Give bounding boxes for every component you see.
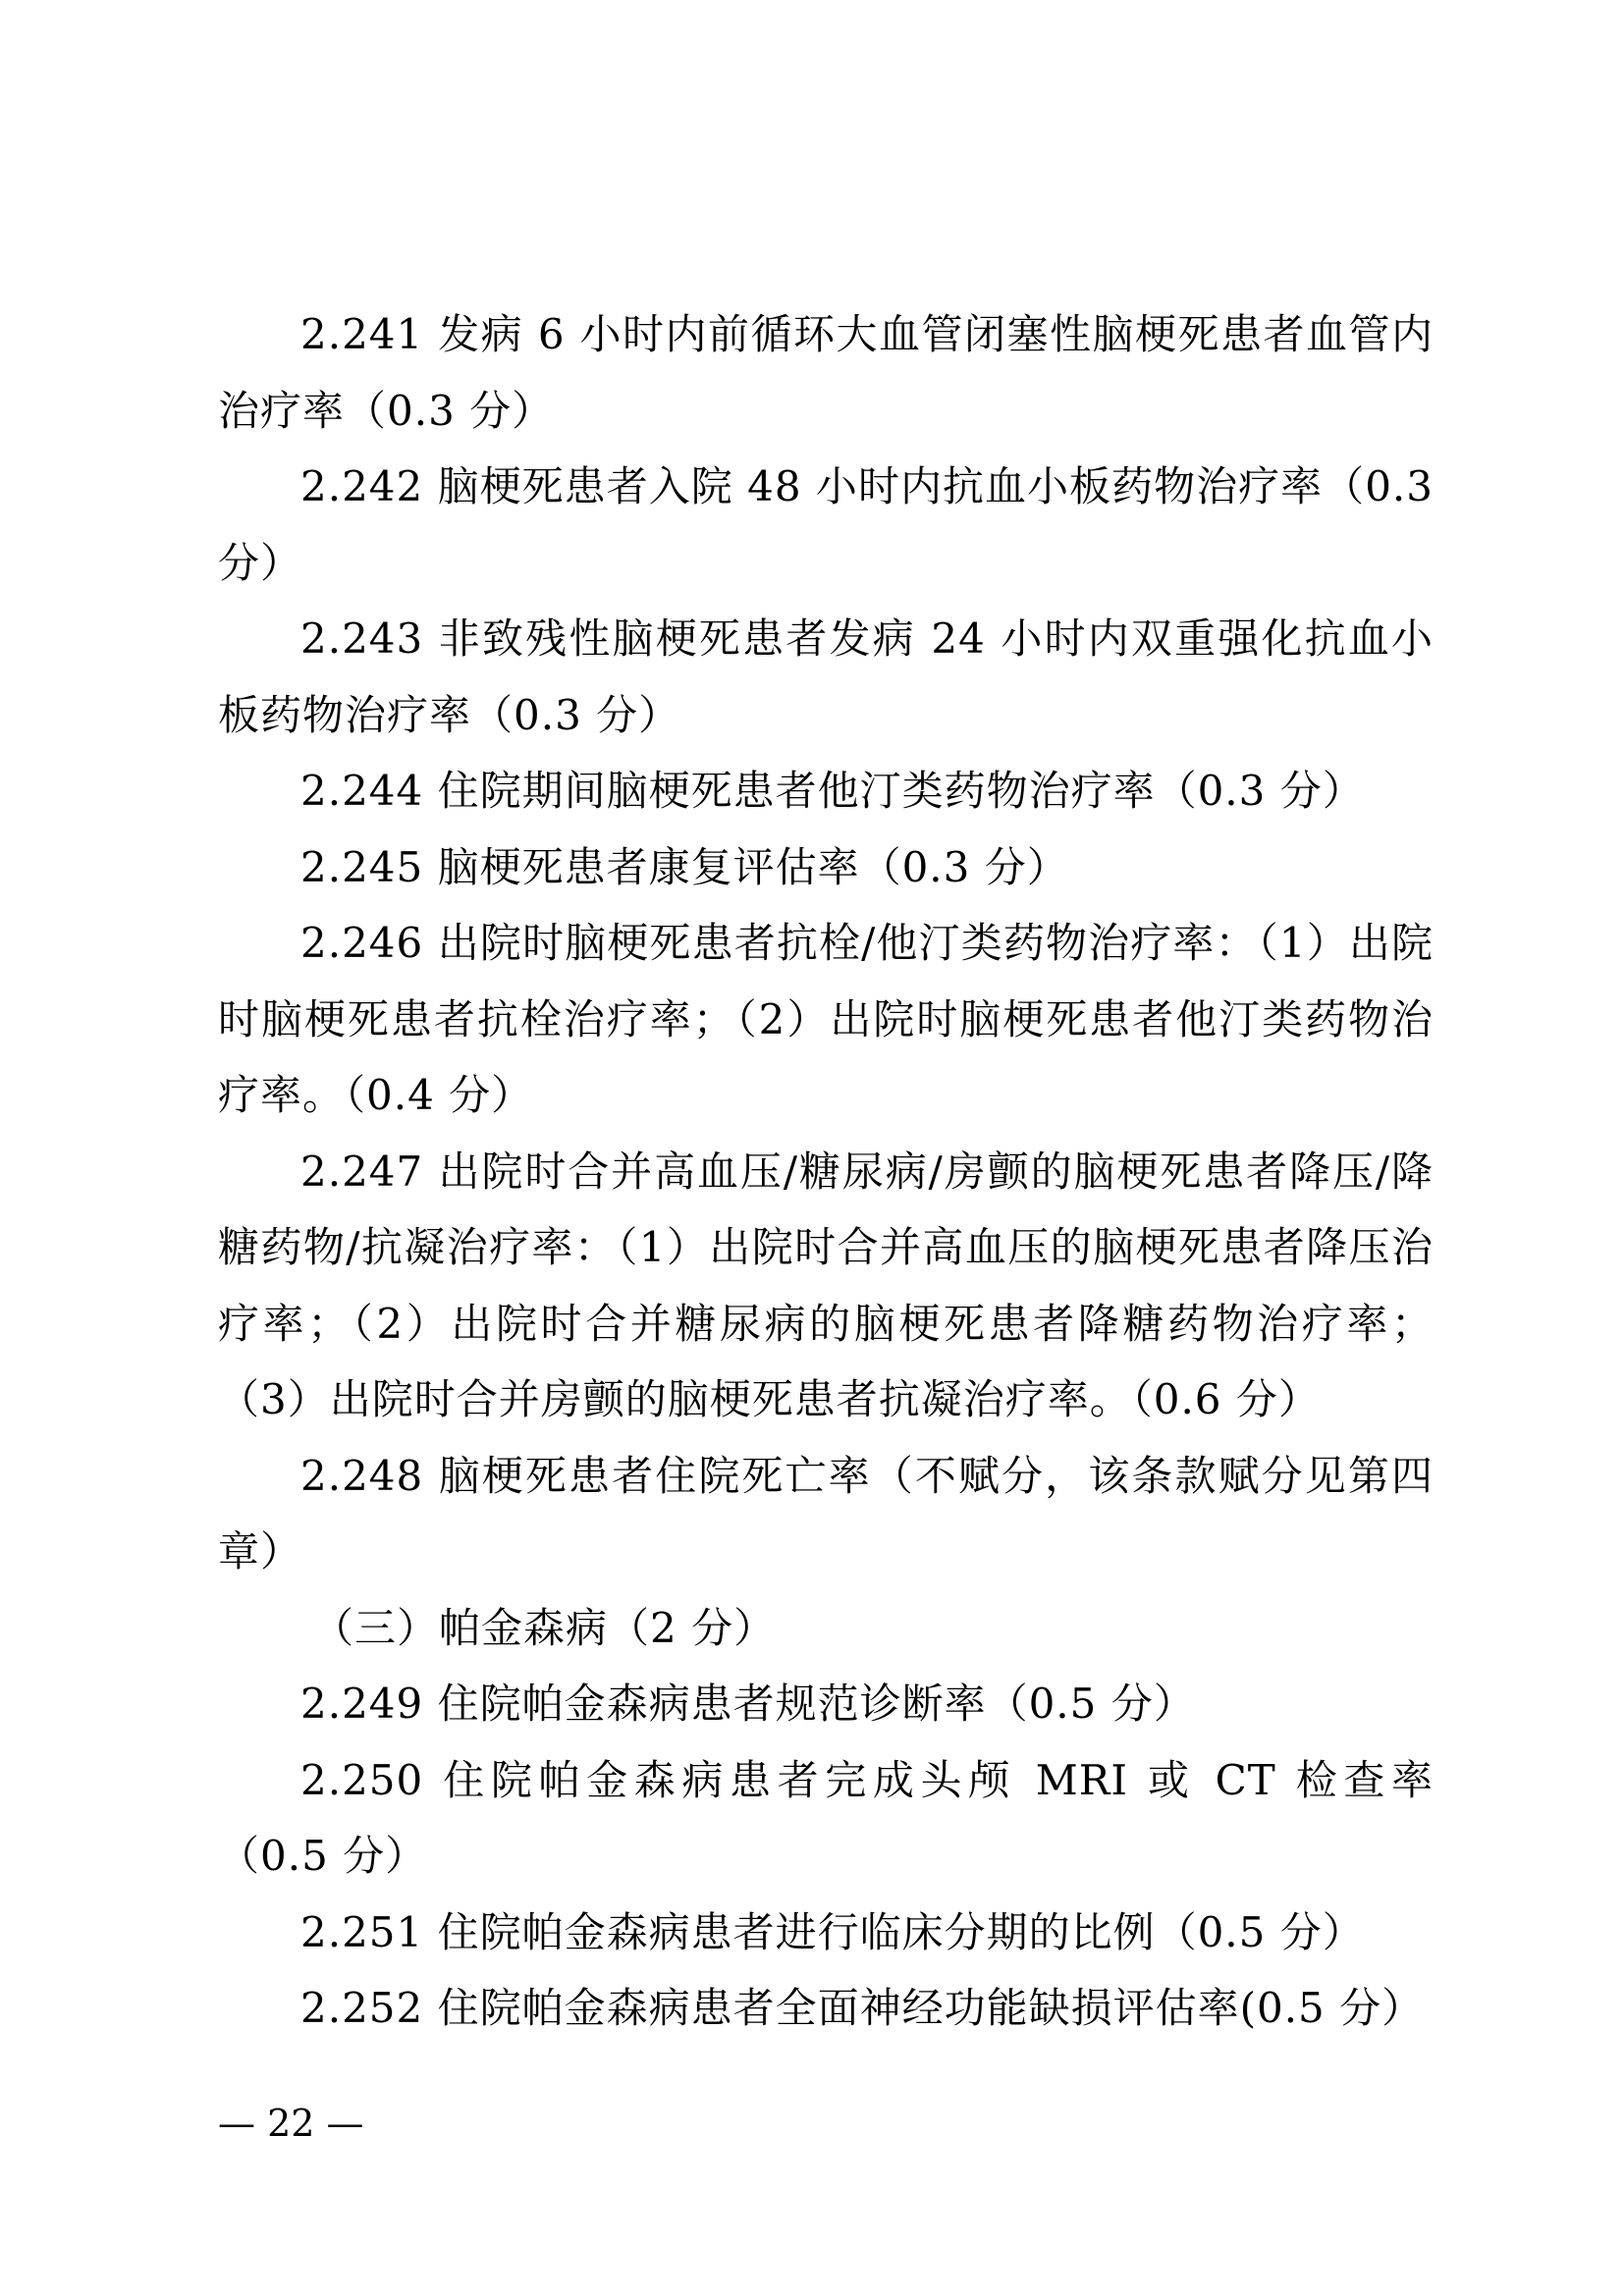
item-2-249: 2.249 住院帕金森病患者规范诊断率（0.5 分） [300,1680,1196,1728]
body-text [218,296,1434,2047]
item-2-251: 2.251 住院帕金森病患者进行临床分期的比例（0.5 分） [300,1907,1365,1956]
item-2-250: 2.250 住院帕金森病患者完成头颅 MRI 或 CT 检查率（0.5 分） [218,1755,1434,1880]
item-2-244: 2.244 住院期间脑梗死患者他汀类药物治疗率（0.3 分） [300,767,1365,815]
section-heading-parkinsons: （三）帕金森病（2 分） [312,1603,777,1652]
page-number: — 22 — [218,2102,364,2145]
item-2-252: 2.252 住院帕金森病患者全面神经功能缺损评估率(0.5 分） [300,1984,1425,2032]
item-2-248: 2.248 脑梗死患者住院死亡率（不赋分，该条款赋分见第四章） [218,1451,1434,1575]
item-2-245: 2.245 脑梗死患者康复评估率（0.3 分） [300,842,1069,891]
item-2-246: 2.246 出院时脑梗死患者抗栓/他汀类药物治疗率：（1）出院时脑梗死患者抗栓治疗率；（2）出院时脑梗死患者他汀类药物治疗率。（0.4 分） [218,919,1434,1119]
item-2-247: 2.247 出院时合并高血压/糖尿病/房颤的脑梗死患者降压/降糖药物/抗凝治疗率：（1）出院时合并高血压的脑梗死患者降压治疗率；（2）出院时合并糖尿病的脑梗死患者降糖药物治疗率；（3）出院时合并房颤的脑梗死患者抗凝治疗率。（0.6 分） [218,1147,1434,1423]
item-2-243: 2.243 非致残性脑梗死患者发病 24 小时内双重强化抗血小板药物治疗率（0.3 分） [218,614,1434,739]
item-2-241: 2.241 发病 6 小时内前循环大血管闭塞性脑梗死患者血管内治疗率（0.3 分） [218,310,1434,435]
item-2-242: 2.242 脑梗死患者入院 48 小时内抗血小板药物治疗率（0.3 分） [218,462,1434,587]
